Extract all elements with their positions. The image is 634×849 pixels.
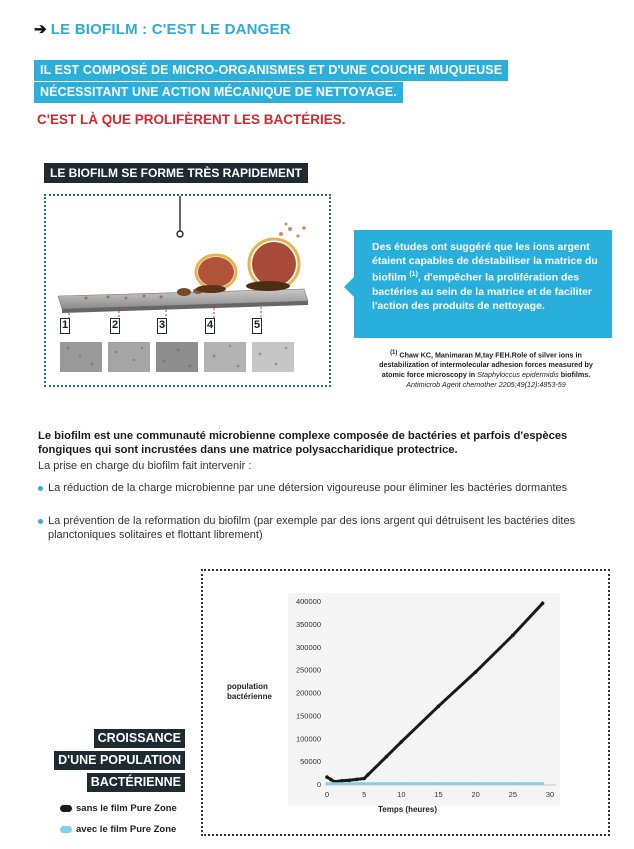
data-point [437,782,440,785]
data-point [511,782,514,785]
highlight-line-2: NÉCESSITANT UNE ACTION MÉCANIQUE DE NETTOYAGE. [34,82,403,103]
data-point [541,602,545,606]
step-3-badge: 3 [157,318,167,334]
intro-text: La prise en charge du biofilm fait intervenir : [38,460,252,472]
data-point [340,779,344,783]
x-tick-label: 5 [362,790,367,799]
legend-avec-label: avec le film Pure Zone [76,824,177,835]
data-point [541,782,544,785]
legend-sans [60,803,177,814]
x-tick-label: 0 [324,790,330,799]
reference-text-2: biofilms. [558,370,591,380]
x-tick-label: 15 [434,790,443,799]
data-point [474,670,478,674]
legend-avec [60,824,176,835]
info-footnote-mark: (1) [409,271,418,278]
info-text-a: Des études ont suggéré que les ions argent étaient capables de déstabiliser la matrice du biofilm [372,241,598,284]
data-point [366,773,370,777]
y-tick-label: 350000 [295,619,321,629]
red-statement: C'EST LÀ QUE PROLIFÈRENT LES BACTÉRIES. [37,112,346,127]
data-point [355,778,359,782]
chart-title-line-1: CROISSANCE [94,729,185,748]
y-tick-label: 300000 [295,642,321,652]
x-tick-label: 20 [471,790,480,799]
info-text-b: , d'empêcher la prolifération des bactéries au sein de la matrice et de faciliter l'action des produits de nettoyage. [372,271,593,312]
x-tick-label: 30 [545,790,555,799]
data-point [348,779,352,783]
data-point [400,740,404,744]
data-point [400,782,403,785]
data-point [329,778,333,782]
data-point [362,777,366,781]
legend-swatch-black [60,805,72,812]
x-tick-label: 10 [397,790,406,799]
chart-title-line-3: BACTÉRIENNE [87,773,185,792]
step-5-badge: 5 [252,318,262,334]
info-box [354,230,612,338]
chart-frame [201,569,610,836]
y-tick-label: 250000 [295,665,321,675]
reference-journal: Antimicrob Agent chemother 2205;49(12):4853-59 [406,380,566,390]
chart-title-line-2: D'UNE POPULATION [54,751,185,770]
y-tick-label: 150000 [295,711,321,721]
data-point [326,782,329,785]
bullet-item: La prévention de la reformation du biofilm (par exemple par des ions argent qui détruisent les bactéries dites planctoniques solitaires et flottant librement) [38,514,604,542]
arrow-right-icon: ➔ [34,21,47,38]
y-tick-label: 50000 [300,757,321,767]
data-point [437,704,441,708]
data-point [511,634,515,638]
biofilm-definition: Le biofilm est une communauté microbienne complexe composée de bactéries et parfois d'espèces fongiques qui sont incrustées dans une matrice polysaccharidique protectrice. [38,430,568,456]
page-title [34,20,291,38]
data-point [363,782,366,785]
x-axis-label: Temps (heures) [378,805,437,814]
step-2-badge: 2 [110,318,120,334]
legend-swatch-blue [60,826,72,833]
data-point [325,775,329,779]
data-point [474,782,477,785]
page-title-text: LE BIOFILM : C'EST LE DANGER [50,21,291,38]
bullet-item: La réduction de la charge microbienne par une détersion vigoureuse pour éliminer les bactéries dormantes [38,481,604,495]
reference-text-1: Chaw KC, Manimaran M,tay FEH.Role of silver ions in destabilization of intermolecular adhesion forces measured by atomic force microscopy in [379,350,593,380]
plot-background [288,593,560,805]
step-1-badge: 1 [60,318,70,334]
reference-species: Staphyloccus epidermidis [477,370,559,380]
y-tick-label: 200000 [295,688,321,698]
diagram-label: LE BIOFILM SE FORME TRÈS RAPIDEMENT [44,163,308,183]
y-tick-label: 100000 [295,734,321,744]
highlight-line-1: IL EST COMPOSÉ DE MICRO-ORGANISMES ET D'UNE COUCHE MUQUEUSE [34,60,508,81]
x-tick-label: 25 [508,790,518,799]
step-4-badge: 4 [205,318,215,334]
y-tick-label: 400000 [295,597,321,606]
legend-sans-label: sans le film Pure Zone [76,803,177,814]
y-axis-label-line-2: bactérienne [227,692,272,701]
bacterial-growth-chart [203,571,608,834]
biofilm-diagram-frame [44,194,331,387]
biofilm-formation-illustration [46,196,329,385]
y-tick-label: 0 [316,780,321,789]
reference-note [370,348,602,390]
data-point [385,755,389,759]
y-axis-label-line-1: population [227,682,268,691]
reference-mark: (1) [390,350,398,356]
